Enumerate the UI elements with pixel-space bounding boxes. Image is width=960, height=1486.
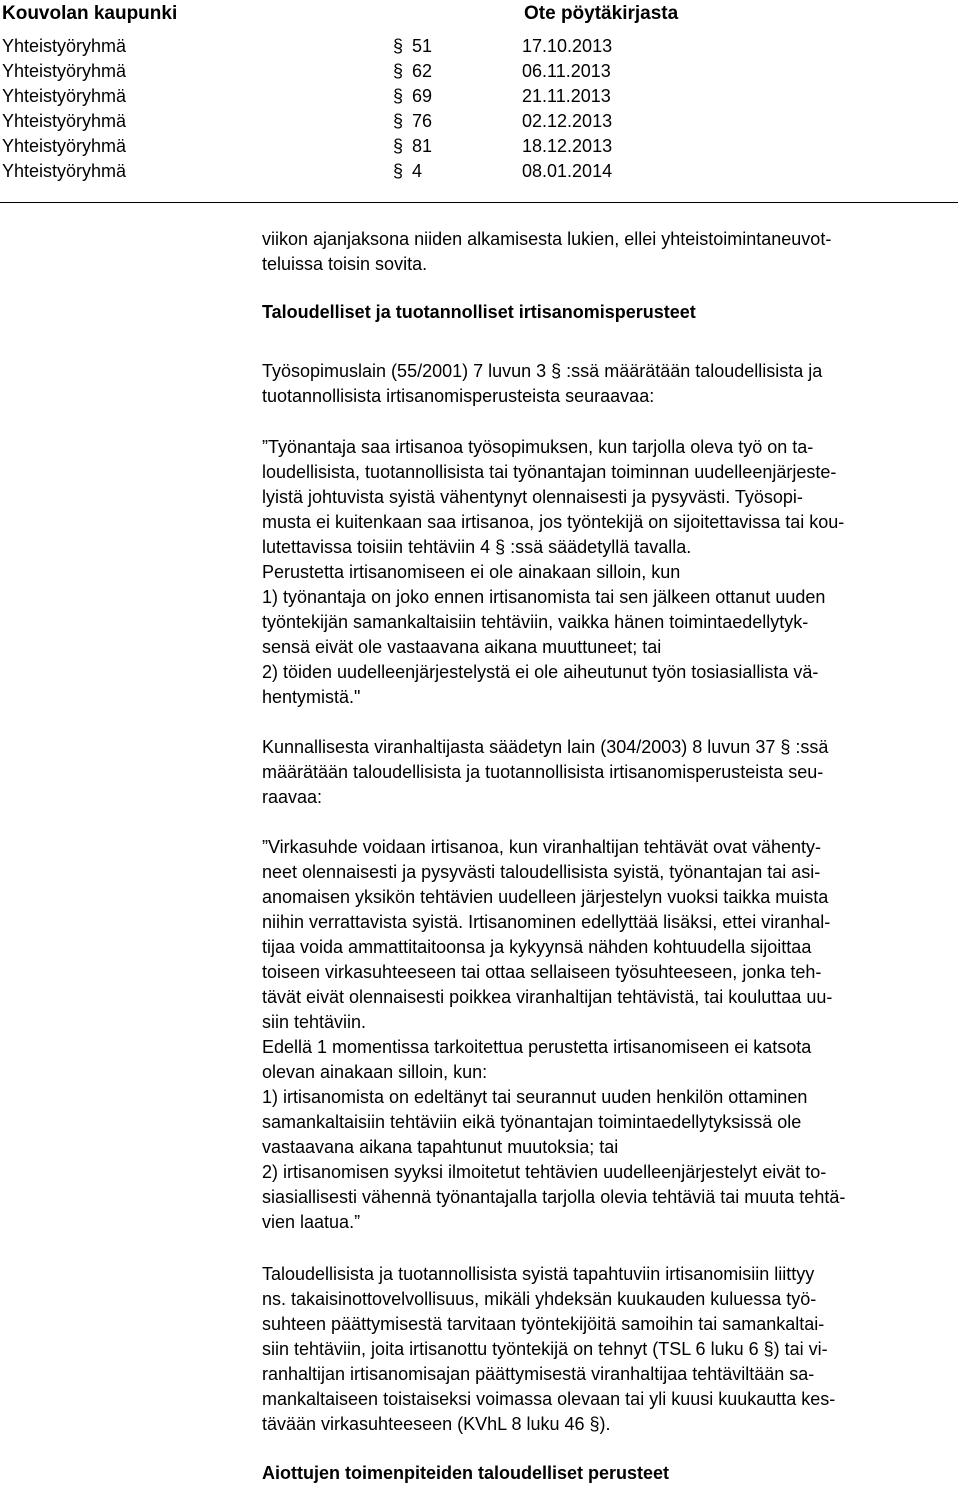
section-mark: § bbox=[393, 111, 404, 131]
text-line: lyistä johtuvista syistä vähentynyt olennaisesti ja pysyvästi. Työsopi- bbox=[262, 487, 803, 507]
meeting-section-number: 76 bbox=[412, 111, 433, 131]
tsl-quote bbox=[262, 435, 960, 710]
text-line: suhteen päättymisestä tarvitaan työntekijöitä samoihin tai samankaltai- bbox=[262, 1314, 825, 1334]
text-line: musta ei kuitenkaan saa irtisanoa, jos työntekijä on sijoitettavissa tai kou- bbox=[262, 512, 845, 532]
meeting-section-number: 69 bbox=[412, 86, 433, 106]
meeting-date: 06.11.2013 bbox=[522, 61, 611, 81]
meeting-date: 18.12.2013 bbox=[522, 136, 613, 156]
text-line: 1) työnantaja on joko ennen irtisanomista tai sen jälkeen ottanut uuden bbox=[262, 587, 826, 607]
kvhl-intro-paragraph bbox=[262, 735, 960, 810]
text-line: mankaltaiseen toistaiseksi voimassa olevaan tai yli kuusi kuukautta kes- bbox=[262, 1389, 836, 1409]
rehire-paragraph bbox=[262, 1262, 960, 1437]
tsl-intro-paragraph bbox=[262, 359, 960, 409]
meeting-body: Yhteistyöryhmä bbox=[2, 61, 127, 81]
text-line: ”Työnantaja saa irtisanoa työsopimuksen, kun tarjolla oleva työ on ta- bbox=[262, 437, 814, 457]
text-line: Kunnallisesta viranhaltijasta säädetyn lain (304/2003) 8 luvun 37 § :ssä bbox=[262, 737, 829, 757]
text-line: niihin verrattavista syistä. Irtisanominen edellyttää lisäksi, ettei viranhal- bbox=[262, 912, 831, 932]
text-line: Taloudellisista ja tuotannollisista syistä tapahtuviin irtisanomisiin liittyy bbox=[262, 1264, 815, 1284]
meeting-section-number: 81 bbox=[412, 136, 433, 156]
text-line: viikon ajanjaksona niiden alkamisesta lukien, ellei yhteistoimintaneuvot- bbox=[262, 229, 832, 249]
text-line: siin tehtäviin. bbox=[262, 1012, 367, 1032]
text-line: 2) irtisanomisen syyksi ilmoitetut tehtävien uudelleenjärjestelyt eivät to- bbox=[262, 1162, 827, 1182]
organization-name: Kouvolan kaupunki bbox=[2, 3, 178, 24]
text-line: Työsopimuslain (55/2001) 7 luvun 3 § :ssä määrätään taloudellisista ja bbox=[262, 361, 823, 381]
section-mark: § bbox=[393, 36, 404, 56]
text-line: siasiallisesti vähennä työnantajalla tarjolla olevia tehtäviä tai muuta tehtä- bbox=[262, 1187, 846, 1207]
kvhl-quote bbox=[262, 835, 960, 1235]
section-mark: § bbox=[393, 161, 404, 181]
meeting-body: Yhteistyöryhmä bbox=[2, 161, 127, 181]
text-line: teluissa toisin sovita. bbox=[262, 254, 428, 274]
text-line: olevan ainakaan silloin, kun: bbox=[262, 1062, 488, 1082]
text-line: Perustetta irtisanomiseen ei ole ainakaan silloin, kun bbox=[262, 562, 681, 582]
text-line: työntekijän samankaltaisiin tehtäviin, vaikka hänen toimintaedellytyk- bbox=[262, 612, 809, 632]
text-line: ”Virkasuhde voidaan irtisanoa, kun viranhaltijan tehtävät ovat vähenty- bbox=[262, 837, 822, 857]
text-line: vastaavana aikana tapahtunut muutoksia; tai bbox=[262, 1137, 619, 1157]
section-heading: Taloudelliset ja tuotannolliset irtisanomisperusteet bbox=[262, 302, 696, 322]
meeting-section-number: 51 bbox=[412, 36, 433, 56]
meeting-section-number: 4 bbox=[412, 161, 423, 181]
text-line: ranhaltijan irtisanomisajan päättymisestä viranhaltijaa tehtäviltään sa- bbox=[262, 1364, 815, 1384]
text-line: määrätään taloudellisista ja tuotannollisista irtisanomisperusteista seu- bbox=[262, 762, 824, 782]
meeting-section-number: 62 bbox=[412, 61, 433, 81]
text-line: raavaa: bbox=[262, 787, 323, 807]
text-line: tijaa voida ammattitaitoonsa ja kykyynsä nähden kohtuudella sijoittaa bbox=[262, 937, 812, 957]
meeting-date: 08.01.2014 bbox=[522, 161, 613, 181]
section-mark: § bbox=[393, 86, 404, 106]
text-line: vien laatua.” bbox=[262, 1212, 361, 1232]
meeting-date: 21.11.2013 bbox=[522, 86, 611, 106]
meeting-body: Yhteistyöryhmä bbox=[2, 136, 127, 156]
text-line: tävään virkasuhteeseen (KVhL 8 luku 46 §). bbox=[262, 1414, 611, 1434]
text-line: toiseen virkasuhteeseen tai ottaa sellaiseen työsuhteeseen, jonka teh- bbox=[262, 962, 822, 982]
text-line: siin tehtäviin, joita irtisanottu työntekijä on tehnyt (TSL 6 luku 6 §) tai vi- bbox=[262, 1339, 828, 1359]
document-type: Ote pöytäkirjasta bbox=[524, 3, 679, 24]
text-line: loudellisista, tuotannollisista tai työnantajan toiminnan uudelleenjärjeste- bbox=[262, 462, 837, 482]
text-line: anomaisen yksikön tehtävien uudelleen järjestelyn vuoksi taikka muista bbox=[262, 887, 829, 907]
text-line: sensä eivät ole vastaavana aikana muuttuneet; tai bbox=[262, 637, 662, 657]
text-line: ns. takaisinottovelvollisuus, mikäli yhdeksän kuukauden kuluessa työ- bbox=[262, 1289, 817, 1309]
text-line: Edellä 1 momentissa tarkoitettua perustetta irtisanomiseen ei katsota bbox=[262, 1037, 812, 1057]
meeting-body: Yhteistyöryhmä bbox=[2, 111, 127, 131]
text-line: tuotannollisista irtisanomisperusteista seuraavaa: bbox=[262, 386, 655, 406]
text-line: hentymistä." bbox=[262, 687, 361, 707]
section-heading: Aiottujen toimenpiteiden taloudelliset perusteet bbox=[262, 1463, 670, 1483]
header-divider bbox=[0, 202, 958, 203]
text-line: tävät eivät olennaisesti poikkea viranhaltijan tehtävistä, tai kouluttaa uu- bbox=[262, 987, 833, 1007]
meeting-date: 17.10.2013 bbox=[522, 36, 613, 56]
section-mark: § bbox=[393, 61, 404, 81]
text-line: lutettavissa toisiin tehtäviin 4 § :ssä säädetyllä tavalla. bbox=[262, 537, 692, 557]
intro-paragraph bbox=[262, 227, 960, 277]
text-line: neet olennaisesti ja pysyvästi taloudellisista syistä, työnantajan tai asi- bbox=[262, 862, 821, 882]
meeting-date: 02.12.2013 bbox=[522, 111, 613, 131]
text-line: 1) irtisanomista on edeltänyt tai seurannut uuden henkilön ottaminen bbox=[262, 1087, 808, 1107]
text-line: samankaltaisiin tehtäviin eikä työnantajan toimintaedellytyksissä ole bbox=[262, 1112, 802, 1132]
text-line: 2) töiden uudelleenjärjestelystä ei ole aiheutunut työn tosiasiallista vä- bbox=[262, 662, 819, 682]
meeting-body: Yhteistyöryhmä bbox=[2, 86, 127, 106]
meeting-body: Yhteistyöryhmä bbox=[2, 36, 127, 56]
section-mark: § bbox=[393, 136, 404, 156]
